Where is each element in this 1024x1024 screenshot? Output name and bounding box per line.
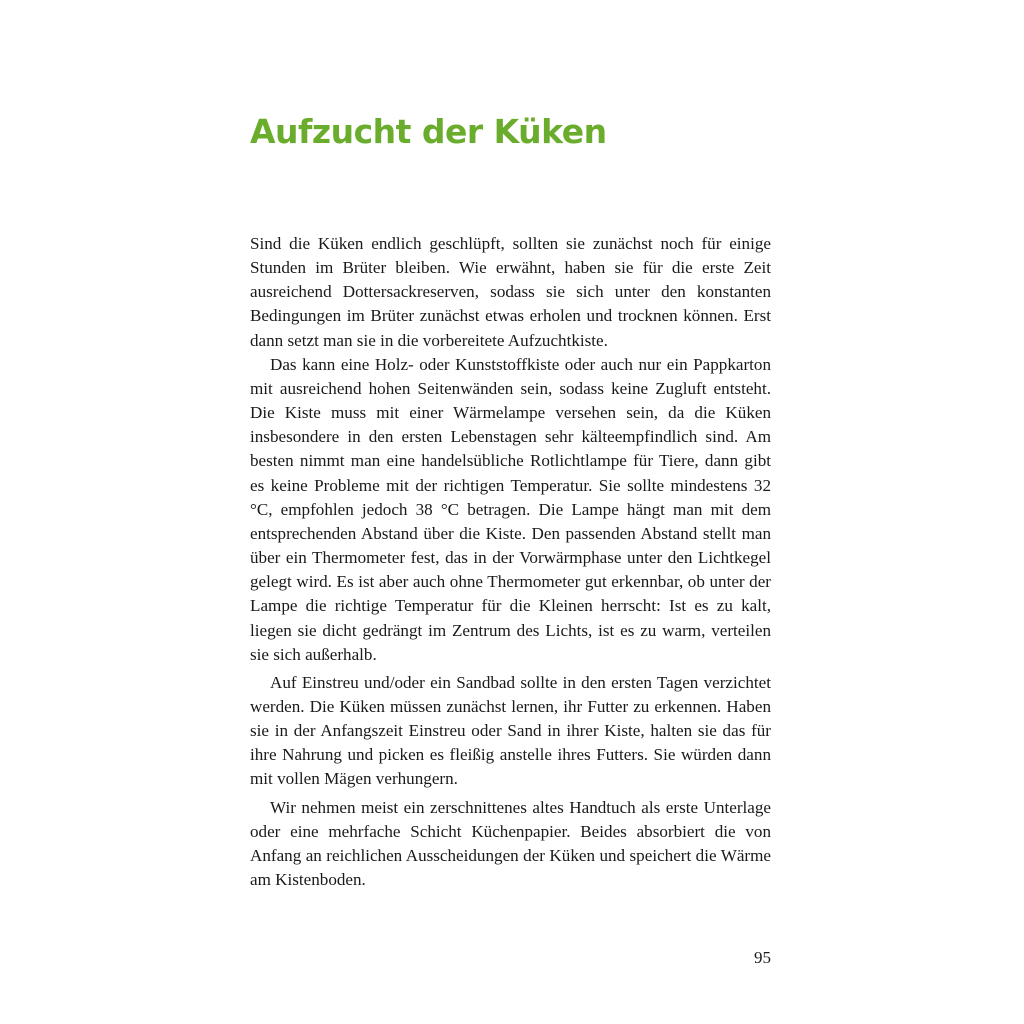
paragraph-hatching: Sind die Küken endlich geschlüpft, sollten sie zunächst noch für einige Stunden im Brüter bleiben. Wie erwähnt, haben sie für die erste Zeit ausreichend Dottersackreserven, sodass sie sich unter den konstanten Bedingungen im Brüter zunächst etwas erholen und trocknen können. Erst dann setzt man sie in die vorbereitete Aufzuchtkiste. (250, 234, 771, 350)
chapter-title: Aufzucht der Küken (250, 112, 607, 151)
page-number: 95 (754, 948, 771, 967)
paragraph-bedding: Auf Einstreu und/oder ein Sandbad sollte in den ersten Tagen verzichtet werden. Die Küken müssen zunächst lernen, ihr Futter zu erkennen. Haben sie in der Anfangszeit Einstreu oder Sand in ihrer Kiste, halten sie das für ihre Nahrung und picken es fleißig anstelle ihres Futters. Sie würden dann mit vollen Mägen verhungern. (250, 672, 771, 789)
paragraph-towel: Wir nehmen meist ein zerschnittenes altes Handtuch als erste Unterlage oder eine mehrfache Schicht Küchenpapier. Beides absorbiert die von Anfang an reichlichen Ausscheidungen der Küken und speichert die Wärme am Kistenboden. (250, 797, 771, 890)
body-text (250, 232, 771, 892)
paragraph-rearing-box: Das kann eine Holz- oder Kunststoffkiste oder auch nur ein Pappkarton mit ausreichend hohen Seitenwänden sein, sodass keine Zugluft entsteht. Die Kiste muss mit einer Wärmelampe versehen sein, da die Küken insbesondere in den ersten Lebenstagen sehr kälteempfindlich sind. Am besten nimmt man eine handelsübliche Rotlichtlampe für Tiere, dann gibt es keine Probleme mit der richtigen Temperatur. Sie sollte mindestens 32 °C, empfohlen jedoch 38 °C betragen. Die Lampe hängt man mit dem entsprechenden Abstand über die Kiste. Den passenden Abstand stellt man über ein Thermometer fest, das in der Vorwärmphase unter den Lichtkegel gelegt wird. Es ist aber auch ohne Thermometer gut erkennbar, ob unter der Lampe die richtige Temperatur für die Kleinen herrscht: Ist es zu kalt, liegen sie dicht gedrängt im Zentrum des Lichts, ist es zu warm, verteilen sie sich außerhalb. (250, 354, 771, 664)
